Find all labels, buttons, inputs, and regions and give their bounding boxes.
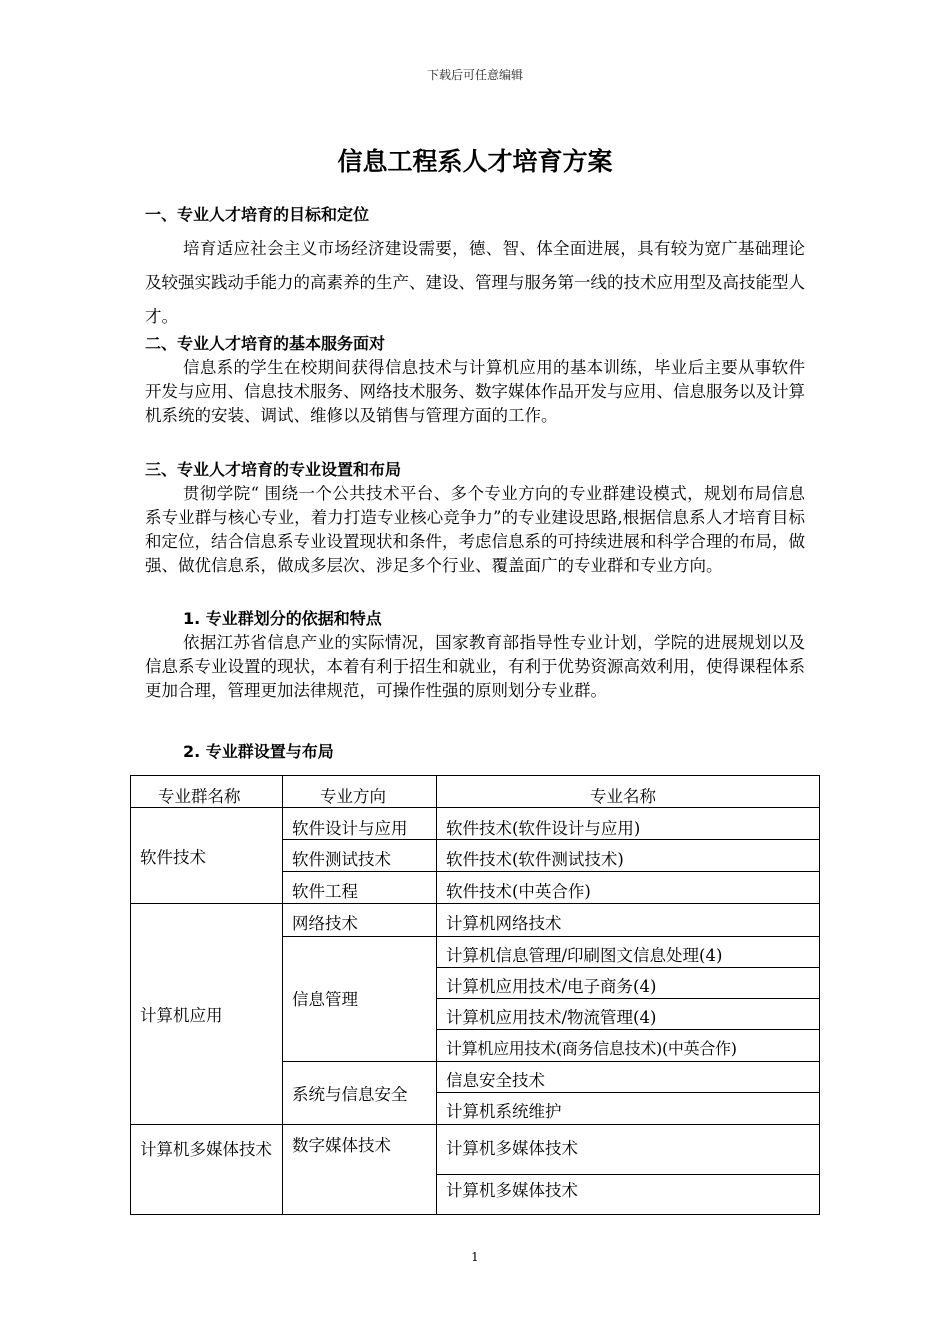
table-direction-cell: 系统与信息安全	[292, 1085, 408, 1104]
subsection-paragraph-1: 依据江苏省信息产业的实际情况，国家教育部指导性专业计划，学院的进展规划以及信息系专业设置的现状，本着有利于招生和就业，有利于优势资源高效利用，使得课程体系更加合理，管理更加法律规范，可操作性强的原则划分专业群。	[145, 633, 805, 700]
table-group-cell: 计算机多媒体技术	[140, 1140, 272, 1159]
header-note: 下载后可任意编辑	[426, 68, 523, 82]
table-direction-cell: 信息管理	[292, 990, 358, 1009]
section-heading-2: 二、专业人才培育的基本服务面对	[145, 334, 386, 353]
table-direction-cell: 软件测试技术	[292, 850, 391, 869]
table-major-cell: 计算机应用技术(商务信息技术)(中英合作)	[446, 1039, 737, 1058]
table-group-cell: 软件技术	[140, 848, 206, 867]
table-header-group: 专业群名称	[158, 787, 241, 806]
table-major-cell: 软件技术(软件测试技术)	[446, 850, 624, 869]
table-direction-cell: 软件工程	[292, 882, 358, 901]
table-major-cell: 计算机多媒体技术	[446, 1181, 578, 1200]
table-major-cell: 计算机网络技术	[446, 914, 562, 933]
table-direction-cell: 网络技术	[292, 914, 358, 933]
table-direction-cell: 软件设计与应用	[292, 819, 408, 838]
section-paragraph-3: 贯彻学院“ 围绕一个公共技术平台、多个专业方向的专业群建设模式，规划布局信息系专业群与核心专业，着力打造专业核心竞争力”的专业建设思路,根据信息系人才培育目标和定位，结合信息系专业设置现状和条件，考虑信息系的可持续进展和科学合理的布局，做强、做优信息系，做成多层次、涉足多个行业、覆盖面广的专业群和专业方向。	[145, 484, 805, 575]
table-header-direction: 专业方向	[320, 787, 386, 806]
subsection-heading-1: 1. 专业群划分的依据和特点	[183, 609, 382, 628]
page-number: 1	[471, 1250, 479, 1264]
document-title: 信息工程系人才培育方案	[337, 147, 613, 176]
table-major-cell: 软件技术(软件设计与应用)	[446, 819, 641, 838]
table-major-cell: 计算机多媒体技术	[446, 1139, 578, 1158]
table-major-cell: 软件技术(中英合作)	[446, 882, 591, 901]
table-major-cell: 计算机应用技术/电子商务(4)	[446, 977, 657, 996]
table-direction-cell: 数字媒体技术	[292, 1136, 391, 1155]
section-paragraph-2: 信息系的学生在校期间获得信息技术与计算机应用的基本训练，毕业后主要从事软件开发与应用、信息技术服务、网络技术服务、数字媒体作品开发与应用、信息服务以及计算机系统的安装、调试、维修以及销售与管理方面的工作。	[145, 358, 805, 425]
table-header-major: 专业名称	[590, 787, 656, 806]
table-major-cell: 计算机信息管理/印刷图文信息处理(4)	[446, 946, 723, 965]
section-heading-1: 一、专业人才培育的目标和定位	[145, 205, 370, 224]
section-paragraph-1: 培育适应社会主义市场经济建设需要，德、智、体全面进展，具有较为宽广基础理论及较强实践动手能力的高素养的生产、建设、管理与服务第一线的技术应用型及高技能型人才。	[145, 239, 805, 326]
table-major-cell: 计算机系统维护	[446, 1102, 562, 1121]
table-group-cell: 计算机应用	[140, 1006, 223, 1025]
section-heading-3: 三、专业人才培育的专业设置和布局	[145, 460, 402, 479]
major-layout-table	[130, 775, 820, 1215]
subsection-heading-2: 2. 专业群设置与布局	[183, 742, 334, 761]
table-major-cell: 信息安全技术	[446, 1071, 545, 1090]
table-major-cell: 计算机应用技术/物流管理(4)	[446, 1008, 657, 1027]
